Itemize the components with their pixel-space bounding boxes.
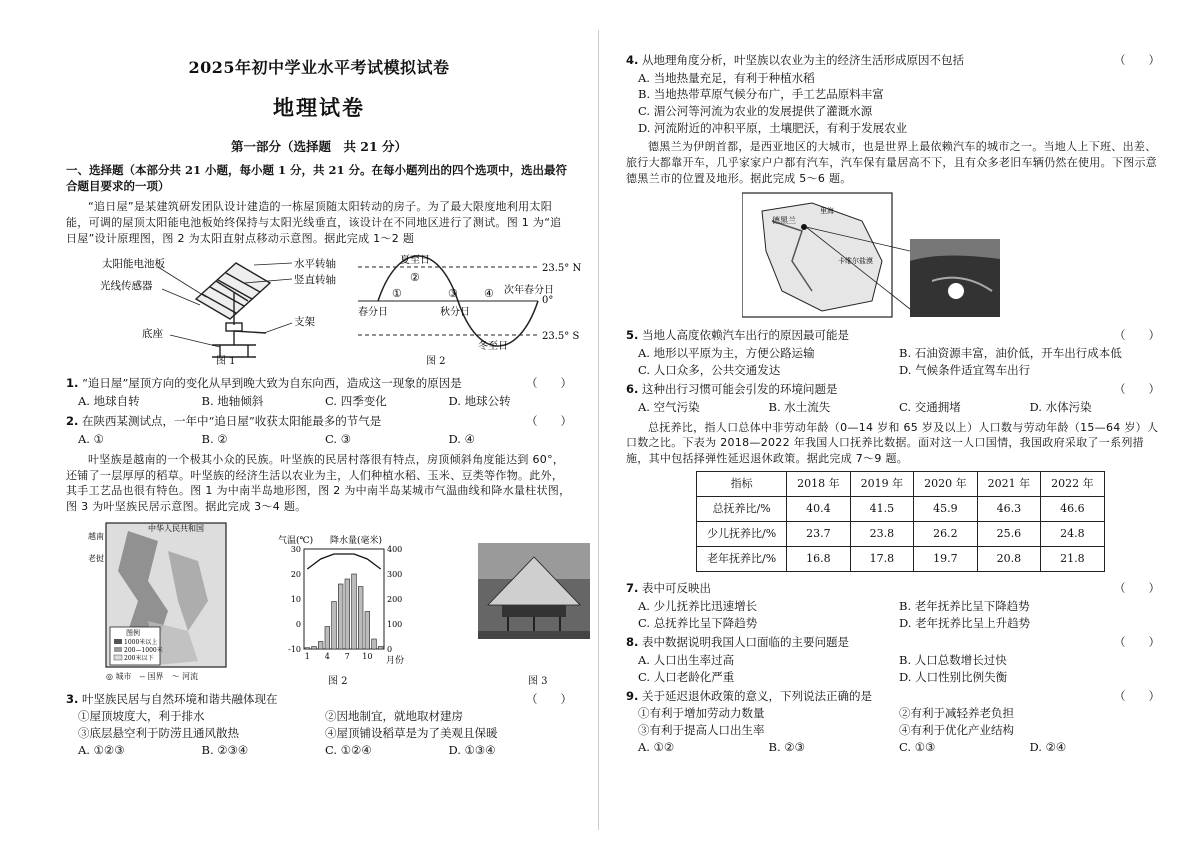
month-tick-label: 7	[344, 652, 350, 662]
question-1: 1. “追日屋”屋顶方向的变化从早到晚大致为自东向西，造成这一现象的原因是 （ ）	[66, 375, 572, 390]
q4-options	[638, 70, 1160, 137]
map-legend-bottom: ◎ 城市 -- 国界 ～ 河流	[106, 672, 199, 682]
figures-q3-4	[66, 519, 572, 687]
temp-tick-label: 20	[290, 570, 301, 580]
question-6: 6. 这种出行习惯可能会引发的环境问题是 （ ）	[626, 382, 1160, 397]
option-b[interactable]: B. 人口总数增长过快	[899, 653, 1007, 668]
option-b[interactable]: B. 地轴倾斜	[201, 393, 264, 408]
option-c[interactable]: C. 四季变化	[325, 393, 387, 408]
answer-slot[interactable]: （ ）	[1114, 53, 1160, 67]
marker-2: ②	[410, 270, 420, 284]
temp-tick-label: 0	[295, 620, 301, 630]
q3-statements: ①屋顶坡度大，利于排水 ②因地制宜，就地取材建房 ③底层悬空利于防涝且通风散热 ④屋顶铺设稻草是为了美观且保暖	[78, 709, 498, 740]
precip-axis-title: 降水量(毫米)	[330, 536, 383, 547]
marker-1: ①	[392, 286, 402, 300]
figure-3-caption: 图 3	[528, 676, 548, 688]
option-c[interactable]: C. 总抚养比呈下降趋势	[638, 615, 758, 630]
indochina-terrain-map	[88, 521, 228, 671]
answer-slot[interactable]: （ ）	[1114, 689, 1160, 704]
label-horizontal-axis: 水平转轴	[294, 257, 336, 270]
passage-4: 总抚养比，指人口总体中非劳动年龄（0—14 岁和 65 岁及以上）人口数与劳动年龄（15—64 岁）人口数之比。下表为 2018—2022 年我国人口抚养比数据。面对这一人口国情，我国政府采取了一系列措施，其中包括择弹性延迟退休政策。据此完成 7～9 题。	[626, 420, 1159, 466]
q8-options	[638, 652, 1160, 685]
question-3: 3. 叶坚族民居与自然环境和谐共融体现在 （ ）	[66, 692, 572, 707]
option-b[interactable]: B. 水土流失	[768, 399, 831, 414]
label-equator: 0°	[542, 294, 554, 306]
passage-2: 叶坚族是越南的一个极其小众的民族。叶坚族的民居村落很有特点，房顶倾斜角度能达到 60°，还铺了一层厚厚的稻草。叶坚族的经济生活以农业为主，人们种植水稻、玉米、豆类等作物。此外，其手工艺品也很有特色。图 1 为中南半岛地形图，图 2 为中南半岛某城市气温曲线和降水量柱状图，图 3 为叶坚族民居示意图。据此完成 3～4 题。	[66, 452, 571, 514]
q7-options	[638, 598, 1160, 631]
label-tropic-north: 23.5° N	[542, 262, 582, 274]
answer-slot[interactable]: （ ）	[1114, 382, 1160, 397]
right-column	[602, 0, 1200, 849]
q6-options	[638, 399, 1160, 416]
label-bracket: 支架	[294, 315, 315, 328]
sun-tracking-house-diagram	[96, 253, 346, 365]
passage-1: “追日屋”是某建筑研发团队设计建造的一栋屋顶随太阳转动的房子。为了最大限度地利用太阳能，可调的屋顶太阳能电池板始终保持与太阳光线垂直，该设计在不同地区进行了测试。图 1 为“追日屋”设计原理图，图 2 为太阳直射点移动示意图。据此完成 1～2 题	[66, 200, 562, 245]
option-c[interactable]: C. 湄公河等河流为农业的发展提供了灌溉水源	[638, 104, 873, 119]
subject-title: 地理试卷	[273, 95, 365, 121]
precip-bar-6	[338, 584, 343, 649]
month-tick-label: 10	[362, 652, 373, 662]
precip-bar-3	[318, 642, 323, 650]
precip-bar-4	[325, 627, 330, 650]
option-d[interactable]: D. ④	[448, 431, 475, 446]
label-tehran: 德黑兰	[772, 216, 796, 226]
option-d[interactable]: D. 气候条件适宜驾车出行	[899, 362, 1031, 377]
label-summer-solstice: 夏至日	[400, 254, 430, 266]
label-next-spring: 次年春分日	[504, 284, 554, 296]
x-unit: 月份	[386, 656, 405, 667]
precip-bar-9	[358, 587, 363, 650]
q2-options	[78, 431, 572, 448]
climate-chart	[278, 533, 408, 667]
option-a[interactable]: A. 地形以平原为主，方便公路运输	[638, 345, 815, 360]
option-d[interactable]: D. ①③④	[448, 743, 496, 758]
table-row: 少儿抚养比/% 23.7 23.8 26.2 25.6 24.8	[697, 522, 1105, 547]
option-c[interactable]: C. 人口众多，公共交通发达	[638, 362, 781, 377]
option-b[interactable]: B. ②③④	[201, 743, 249, 758]
marker-3: ③	[448, 286, 458, 300]
option-d[interactable]: D. 老年抚养比呈上升趋势	[899, 615, 1031, 630]
option-a[interactable]: A. ①	[78, 431, 104, 446]
label-desert: 卡维尔盐漠	[838, 257, 873, 266]
month-tick-label: 4	[324, 652, 330, 662]
label-base: 底座	[142, 327, 163, 340]
answer-slot[interactable]: （ ）	[1114, 328, 1160, 343]
stilt-house-photo	[478, 543, 590, 639]
option-d[interactable]: D. 水体污染	[1029, 399, 1092, 414]
label-autumn-equinox: 秋分日	[440, 306, 470, 318]
q9-statements: ①有利于增加劳动力数量 ②有利于减轻养老负担 ③有利于提高人口出生率 ④有利于优化产业结构	[638, 706, 1014, 737]
option-a[interactable]: A. 地球自转	[78, 393, 140, 408]
temp-tick-label: 30	[290, 545, 301, 555]
precip-bar-10	[365, 612, 370, 650]
temp-tick-label: -10	[288, 645, 301, 655]
temp-axis-title: 气温(℃)	[278, 536, 314, 547]
figure-2-caption: 图 2	[426, 355, 446, 367]
precip-bar-11	[372, 639, 377, 649]
marker-4: ④	[484, 286, 494, 300]
answer-slot[interactable]: （ ）	[526, 375, 572, 390]
exam-title: 2025年初中学业水平考试模拟试卷	[188, 58, 450, 77]
passage-3: 德黑兰为伊朗首都，是西亚地区的大城市，也是世界上最依赖汽车的城市之一。当地人上下班、出差、旅行大都靠开车，几乎家家户户都有汽车，汽车保有量居高不下，且有众多老旧车辆仍然在使用。下图示意德黑兰市的位置及地形。据此完成 5～6 题。	[626, 140, 1158, 186]
table-row: 总抚养比/% 40.4 41.5 45.9 46.3 46.6	[697, 497, 1105, 522]
table-row: 老年抚养比/% 16.8 17.8 19.7 20.8 21.8	[697, 547, 1105, 572]
q1-options	[78, 393, 572, 410]
label-vertical-axis: 竖直转轴	[294, 273, 336, 286]
precip-tick-label: 0	[387, 645, 393, 655]
precip-tick-label: 100	[387, 620, 403, 630]
option-a[interactable]: A. 人口出生率过高	[638, 653, 735, 668]
q9-options	[638, 739, 1160, 756]
option-c[interactable]: C. ③	[325, 431, 352, 446]
option-b[interactable]: B. ②③	[768, 740, 805, 755]
option-c[interactable]: C. 交通拥堵	[899, 399, 961, 414]
option-d[interactable]: D. 地球公转	[448, 393, 511, 408]
question-9: 9. 关于延迟退休政策的意义，下列说法正确的是 （ ）	[626, 689, 1160, 704]
tehran-map-figure	[626, 191, 1160, 321]
subsolar-point-diagram	[348, 253, 584, 365]
legend-mid: 200—1000米	[124, 647, 163, 655]
option-b[interactable]: B. ②	[201, 431, 228, 446]
option-c[interactable]: C. 人口老龄化严重	[638, 669, 735, 684]
precip-bar-12	[378, 647, 383, 650]
q5-options	[638, 345, 1160, 378]
q3-options	[78, 742, 572, 759]
precip-bar-7	[345, 579, 350, 649]
figure-1-caption: 图 1	[216, 355, 236, 367]
section-instruction: 一、选择题（本部分共 21 小题，每小题 1 分，共 21 分。在每小题列出的四个选项中，选出最符合题目要求的一项）	[66, 162, 568, 194]
question-5: 5. 当地人高度依赖汽车出行的原因最可能是 （ ）	[626, 328, 1160, 343]
label-vietnam: 越南	[88, 532, 104, 542]
label-laos: 老挝	[88, 554, 104, 564]
legend-low: 200米以下	[124, 655, 154, 663]
legend-high: 1000米以上	[124, 639, 158, 647]
precip-tick-label: 400	[387, 545, 403, 555]
month-tick-label: 1	[304, 652, 310, 662]
label-spring-equinox: 春分日	[358, 306, 388, 318]
answer-slot[interactable]: （ ）	[526, 692, 572, 707]
option-a[interactable]: A. 少儿抚养比迅速增长	[638, 599, 758, 614]
answer-slot[interactable]: （ ）	[526, 414, 572, 429]
precip-bar-1	[305, 648, 310, 649]
map-legend-title: 图例	[126, 629, 140, 638]
precip-bar-8	[352, 574, 357, 649]
label-light-sensor: 光线传感器	[100, 279, 153, 292]
option-a[interactable]: A. 当地热量充足，有利于种植水稻	[638, 70, 815, 85]
column-divider	[598, 30, 599, 830]
figures-q1-2	[66, 253, 582, 373]
question-2: 2. 在陕西某测试点，一年中“追日屋”收获太阳能最多的节气是 （ ）	[66, 414, 572, 429]
option-c[interactable]: C. ①③	[899, 740, 936, 755]
option-a[interactable]: A. ①②	[638, 740, 675, 755]
temperature-line	[307, 554, 380, 569]
label-tropic-south: 23.5° S	[542, 330, 580, 342]
dependency-ratio-table	[696, 471, 1105, 572]
part-heading: 第一部分（选择题 共 21 分）	[230, 138, 408, 154]
precip-bar-2	[312, 647, 317, 650]
figure-2b-caption: 图 2	[328, 676, 348, 688]
question-8: 8. 表中数据说明我国人口面临的主要问题是 （ ）	[626, 635, 1160, 650]
option-d[interactable]: D. ②④	[1029, 740, 1067, 755]
temp-tick-label: 10	[290, 595, 301, 605]
question-4: 4. 从地理角度分析，叶坚族以农业为主的经济生活形成原因不包括 （ ）	[626, 53, 1160, 67]
precip-tick-label: 200	[387, 595, 403, 605]
option-d[interactable]: D. 河流附近的冲积平原，土壤肥沃，有利于发展农业	[638, 120, 908, 135]
iran-location-map	[742, 191, 1002, 321]
precip-bar-5	[332, 602, 337, 650]
option-a[interactable]: A. 空气污染	[638, 399, 700, 414]
answer-slot[interactable]: （ ）	[1114, 581, 1160, 596]
option-b[interactable]: B. 石油资源丰富，油价低，开车出行成本低	[899, 345, 1122, 360]
option-b[interactable]: B. 老年抚养比呈下降趋势	[899, 599, 1030, 614]
question-7: 7. 表中可反映出 （ ）	[626, 581, 1160, 596]
option-a[interactable]: A. ①②③	[78, 743, 125, 758]
answer-slot[interactable]: （ ）	[1114, 635, 1160, 650]
left-column	[0, 0, 598, 849]
table-header-row: 指标 2018 年 2019 年 2020 年 2021 年 2022 年	[697, 472, 1105, 497]
option-d[interactable]: D. 人口性别比例失衡	[899, 669, 1008, 684]
option-c[interactable]: C. ①②④	[325, 743, 372, 758]
label-china: 中华人民共和国	[148, 524, 204, 534]
precip-tick-label: 300	[387, 570, 403, 580]
option-b[interactable]: B. 当地热带草原气候分布广，手工艺品原料丰富	[638, 87, 884, 102]
label-solar-panel: 太阳能电池板	[102, 257, 165, 270]
label-winter-solstice: 冬至日	[478, 340, 508, 352]
label-caspian: 里海	[820, 207, 834, 216]
